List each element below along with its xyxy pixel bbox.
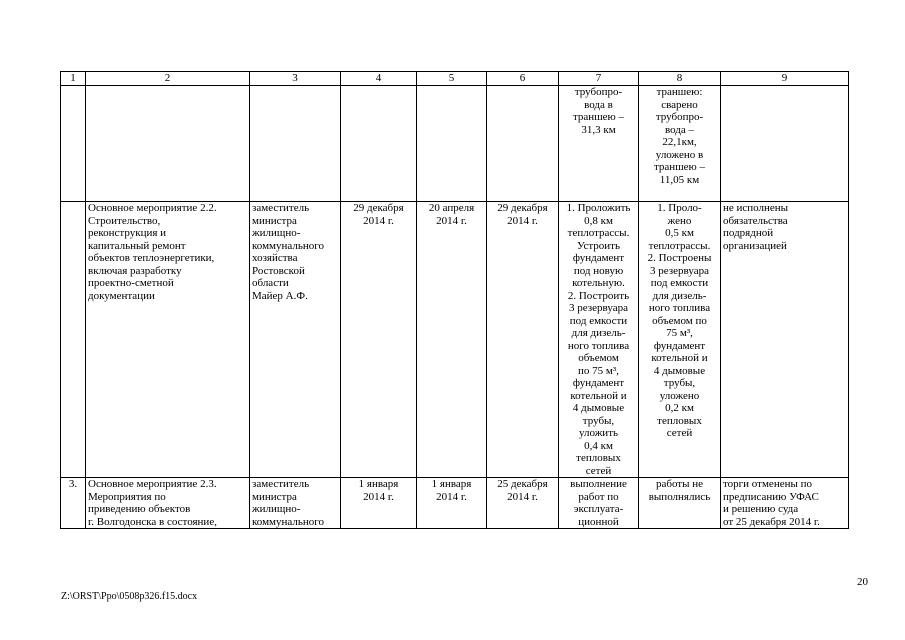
cell-line: 0,2 км [665,402,694,414]
cell-line: сетей [585,464,612,477]
cell-line: объемом по [652,314,707,327]
cell-line: документации [88,289,155,302]
cell-line: фундамент [572,252,625,264]
cell-line: 25 декабря [497,478,548,490]
responsible-cell [250,478,341,529]
cell-line: министра [252,214,297,227]
result-actual-cell [639,202,721,478]
planned-date-cell [341,478,417,529]
column-number: 4 [341,72,417,86]
cell-line: уложить [578,427,619,439]
column-number: 5 [417,72,487,86]
cell-line: и решению суда [723,503,799,515]
cell-line: трубопро- [655,111,704,123]
cell-line: сварено [661,98,698,111]
cell-line: жено [667,214,692,227]
cell-line: выполнение [570,478,627,490]
cell-line: 2. Построить [567,289,630,302]
cell-line: 1 января [431,478,472,490]
cell-line: капитальный ремонт [88,239,186,252]
cell-line: объемом [578,352,619,364]
row-number-cell [61,202,86,478]
cell-line: 1. Проложить [566,202,631,214]
cell-line: траншею: [656,86,703,98]
column-number: 2 [86,72,250,86]
column-number: 1 [61,72,86,86]
cell-line: Майер А.Ф. [252,289,308,302]
activities-table [60,71,849,529]
cell-line: 22,1км, [662,136,697,148]
cell-line: уложено в [655,148,704,161]
cell-line: Основное мероприятие 2.3. [88,478,217,490]
cell-line: под емкости [650,277,709,289]
cell-line: г. Волгодонска в состояние, [88,515,217,528]
cell-line: сетей [666,427,693,439]
cell-line: 2014 г. [363,490,394,503]
cell-line: эксплуата- [573,503,624,515]
cell-line: Строительство, [88,214,161,227]
cell-line: от 25 декабря 2014 г. [723,515,820,528]
cell-line: трубы, [663,377,696,389]
cell-line: организацией [723,239,787,252]
result-planned-cell [559,478,639,529]
issues-cell [721,478,849,529]
cell-line: вода – [664,123,695,136]
column-number: 7 [559,72,639,86]
cell-line: уложено [659,389,700,402]
cell-line: 1. Проло- [657,202,702,214]
cell-line: трубопро- [574,86,623,98]
cell-line: работ по [578,490,619,503]
cell-line: 20 апреля [428,202,475,214]
cell-line: 11,05 км [659,173,700,186]
cell-line: 3 резервуара [569,302,628,314]
cell-line: вода в [584,98,613,111]
cell-line: подрядной [723,227,774,239]
cell-line: не исполнены [723,202,789,214]
cell-line: 2. Построены [647,252,712,264]
cell-line: включая разработку [88,264,182,277]
cell-line: объектов теплоэнергетики, [88,252,215,264]
cell-line: министра [252,490,297,503]
cell-line: тепловых [657,414,702,427]
cell-line: 2014 г. [363,214,394,227]
cell-line: тепловых [576,452,621,464]
result-actual-cell [639,86,721,202]
cell-line: ционной [578,515,619,528]
issues-cell [721,202,849,478]
cell-line: траншею – [653,161,706,173]
actual-start-cell [417,202,487,478]
column-number: 6 [487,72,559,86]
result-actual-cell [639,478,721,529]
cell-line: жилищно- [252,227,301,239]
cell-line: 2014 г. [436,214,467,227]
table-row-2-2 [61,202,849,478]
cell-line: Устроить [576,239,620,252]
cell-line: 2014 г. [436,490,467,503]
cell-line: торги отменены по [723,478,812,490]
column-number: 8 [639,72,721,86]
cell-line: 4 дымовые [572,402,625,414]
cell-line: проектно-сметной [88,277,174,289]
row-number-cell: 3. [61,478,86,529]
table-row-2-3 [61,478,849,529]
cell-line: по 75 м³, [578,364,619,377]
column-number: 9 [721,72,849,86]
cell-line: 0,5 км [665,227,694,239]
actual-end-cell [487,478,559,529]
activity-name-cell [86,202,250,478]
cell-line: 2014 г. [507,214,538,227]
column-number: 3 [250,72,341,86]
cell-line: 0,8 км [584,214,613,227]
cell-line: для дизель- [571,327,626,339]
cell-line: реконструкция и [88,227,167,239]
cell-line: 4 дымовые [653,364,706,377]
cell-line: ного топлива [648,302,711,314]
cell-line: области [252,277,289,289]
cell-line: ного топлива [567,339,630,352]
cell-line: 0,4 км [584,439,613,452]
cell-line: теплотрассы. [567,227,630,239]
cell-line: фундамент [572,377,625,389]
cell-line: котельную. [572,277,625,289]
cell-line: под емкости [569,314,628,327]
table-row-continuation [61,86,849,202]
cell-line: Ростовской [252,264,305,277]
cell-line: Мероприятия по [88,490,166,503]
cell-line: котельной и [651,352,708,364]
cell-line: жилищно- [252,503,301,515]
cell-line: приведению объектов [88,503,191,515]
result-planned-cell [559,86,639,202]
activity-name-cell [86,478,250,529]
cell-line: предписанию УФАС [723,490,819,503]
cell-line: 2014 г. [507,490,538,503]
cell-line: обязательства [723,214,788,227]
column-number-row [61,72,849,86]
cell-line: теплотрассы. [648,239,711,252]
cell-line: 1 января [358,478,399,490]
cell-line: 29 декабря [497,202,548,214]
cell-line: 31,3 км [581,123,616,136]
cell-line: хозяйства [252,252,298,264]
cell-line: заместитель [252,202,310,214]
cell-line: трубы, [582,414,615,427]
cell-line: коммунального [252,239,324,252]
page-number: 20 [857,576,868,588]
actual-start-cell [417,478,487,529]
cell-line: выполнялись [648,490,711,503]
cell-line: 29 декабря [353,202,404,214]
planned-date-cell [341,202,417,478]
cell-line: котельной и [570,389,627,402]
cell-line: Основное мероприятие 2.2. [88,202,217,214]
cell-line: 3 резервуара [650,264,709,277]
file-path: Z:\ORST\Ppo\0508p326.f15.docx [61,591,198,602]
responsible-cell [250,202,341,478]
cell-line: для дизель- [652,289,707,302]
cell-line: фундамент [653,339,706,352]
cell-line: работы не [655,478,704,490]
cell-line: заместитель [252,478,310,490]
cell-line: коммунального [252,515,324,528]
cell-line: траншею – [572,111,625,123]
actual-end-cell [487,202,559,478]
cell-line: под новую [573,264,624,277]
result-planned-cell [559,202,639,478]
cell-line: 75 м³, [666,327,693,339]
